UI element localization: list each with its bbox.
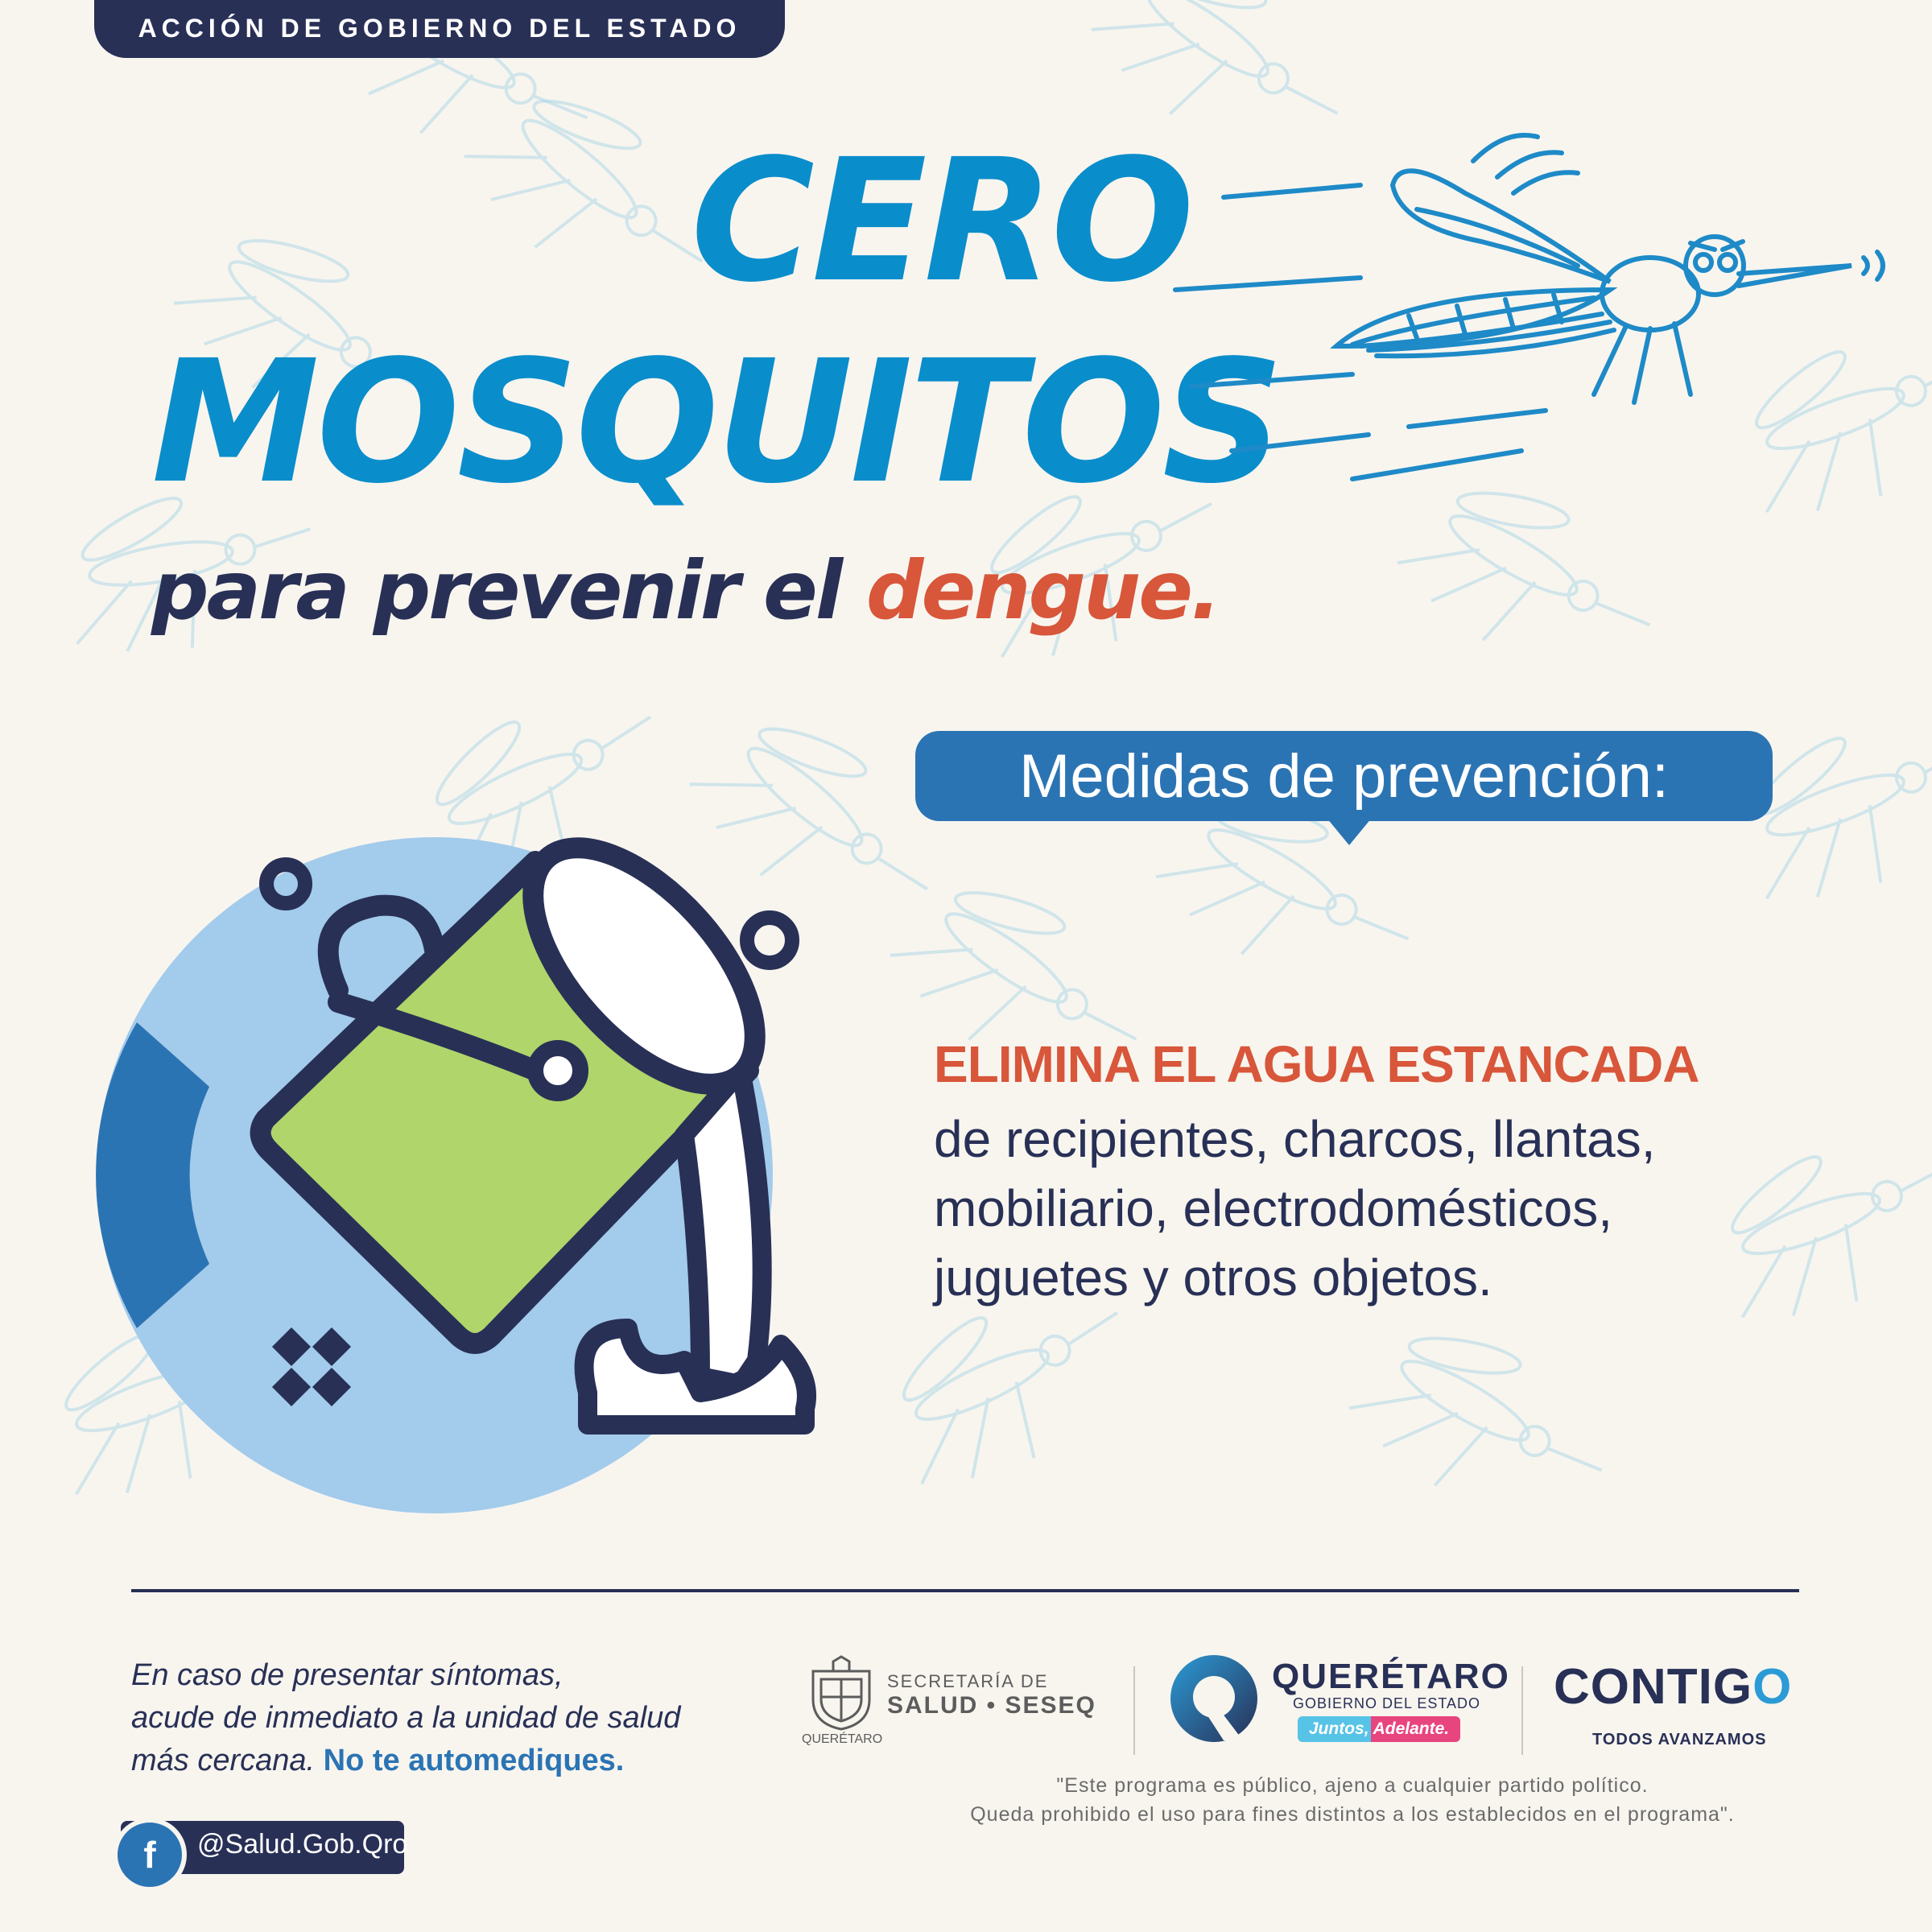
title-line-1: CERO — [691, 122, 1191, 320]
seseq-label-main: SALUD • SESEQ — [887, 1692, 1096, 1719]
subtitle — [151, 543, 1219, 638]
queretaro-subtitle: GOBIERNO DEL ESTADO — [1293, 1695, 1481, 1711]
measure-line: mobiliario, electrodomésticos, — [934, 1179, 1612, 1237]
measures-badge-label: Medidas de prevención: — [1019, 741, 1669, 811]
logo-separator — [1521, 1666, 1523, 1755]
tab-label: ACCIÓN DE GOBIERNO DEL ESTADO — [138, 13, 741, 43]
facebook-icon[interactable] — [113, 1818, 187, 1892]
symptoms-line: acude de inmediato a la unidad de salud — [131, 1701, 681, 1735]
footer-divider — [131, 1589, 1799, 1592]
contigo-subtitle: TODOS AVANZAMOS — [1592, 1731, 1767, 1748]
queretaro-tagline — [1298, 1716, 1460, 1742]
queretaro-name: QUERÉTARO — [1272, 1657, 1510, 1696]
facebook-handle[interactable]: @Salud.Gob.Qro — [197, 1829, 408, 1860]
logo-separator — [1133, 1666, 1135, 1755]
state-seal-icon — [805, 1655, 877, 1732]
title-line-2: MOSQUITOS — [151, 324, 1281, 521]
symptoms-line-text: más cercana. — [131, 1744, 324, 1777]
symptoms-line: En caso de presentar síntomas, — [131, 1658, 564, 1692]
measure-line: de recipientes, charcos, llantas, — [934, 1110, 1656, 1168]
badge-pointer — [1327, 818, 1372, 845]
mosquito-icon — [1159, 105, 1900, 507]
seal-caption: QUERÉTARO — [802, 1732, 883, 1746]
measures-badge — [915, 731, 1773, 821]
contigo-text: CONTIG — [1554, 1659, 1753, 1715]
symptoms-line — [131, 1744, 624, 1778]
disclaimer-line: "Este programa es público, ajeno a cualquier partido político. — [1056, 1774, 1649, 1797]
queretaro-q-logo-icon — [1166, 1650, 1262, 1747]
measure-headline: ELIMINA EL AGUA ESTANCADA — [934, 1035, 1699, 1093]
seseq-label-top: SECRETARÍA DE — [887, 1671, 1049, 1691]
subtitle-prefix: para prevenir el — [151, 543, 866, 638]
disclaimer-line: Queda prohibido el uso para fines distintos a los establecidos en el programa". — [970, 1803, 1735, 1826]
queretaro-tagline-text: Juntos, Adelante. — [1308, 1719, 1450, 1738]
facebook-icon-glyph: f — [143, 1834, 156, 1876]
government-action-tab — [94, 0, 785, 58]
subtitle-accent: dengue. — [865, 543, 1220, 638]
contigo-o: O — [1752, 1659, 1793, 1715]
bucket-pouring-water-icon — [72, 829, 845, 1521]
contigo-logo — [1554, 1658, 1792, 1715]
no-self-medication-highlight: No te automediques. — [323, 1744, 625, 1777]
disclaimer — [869, 1771, 1835, 1829]
measure-line: juguetes y otros objetos. — [934, 1249, 1492, 1307]
